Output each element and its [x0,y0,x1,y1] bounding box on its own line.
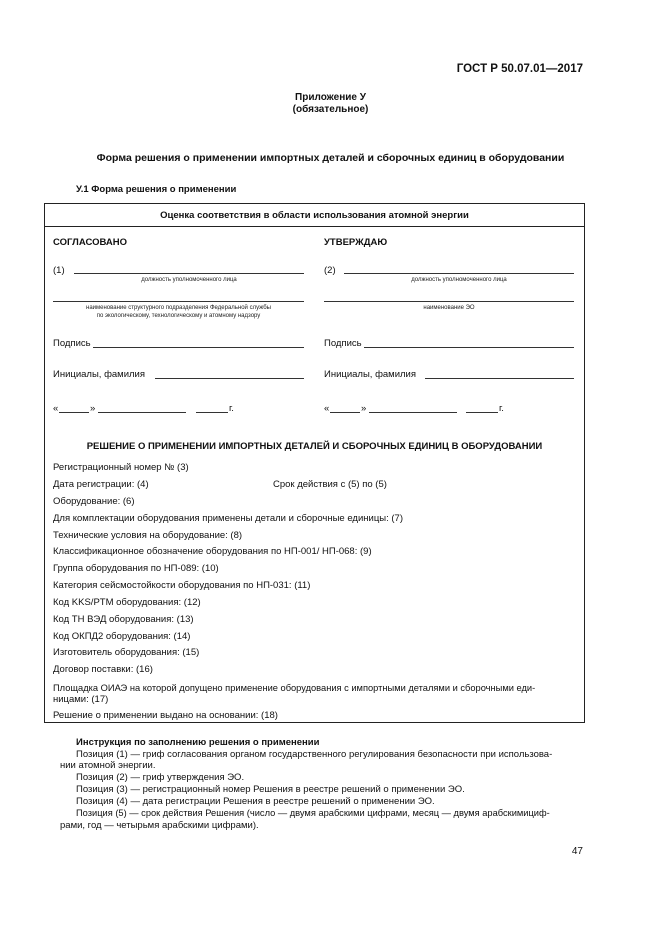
right-signature-line[interactable] [364,347,574,348]
field-site-line-2: ницами: (17) [53,694,109,705]
left-org-caption-2: по экологическому, технологическому и атомному надзору [96,313,261,319]
left-position-caption: должность уполномоченного лица [141,277,237,283]
field-contract: Договор поставки: (16) [53,664,153,675]
instructions-title: Инструкция по заполнению решения о применении [76,737,320,748]
field-basis: Решение о применении выдано на основании: (18) [53,710,278,721]
form-title: Форма решения о применении импортных деталей и сборочных единиц в оборудовании [96,152,565,164]
left-date-month-line[interactable] [98,412,186,413]
left-name-label: Инициалы, фамилия [53,369,145,380]
right-date-year-line[interactable] [466,412,498,413]
left-position-line[interactable] [74,273,304,274]
field-group: Группа оборудования по НП-089: (10) [53,563,219,574]
right-name-label: Инициалы, фамилия [324,369,416,380]
field-kks: Код KKS/PTM оборудования: (12) [53,597,201,608]
heading-separator [44,226,585,227]
instruction-3: Позиция (3) — регистрационный номер Решения в реестре решений о применении ЭО. [76,784,465,795]
field-equipment: Оборудование: (6) [53,496,135,507]
form-heading: Оценка соответствия в области использования атомной энергии [160,210,469,221]
left-signature-label: Подпись [53,338,91,349]
instruction-2: Позиция (2) — гриф утверждения ЭО. [76,772,245,783]
appendix-title: Приложение У [295,92,366,103]
field-reg-date: Дата регистрации: (4) [53,479,149,490]
left-name-line[interactable] [155,378,304,379]
section-title: У.1 Форма решения о применении [76,184,237,195]
right-position-line[interactable] [344,273,574,274]
field-seismic: Категория сейсмостойкости оборудования по НП-031: (11) [53,580,311,591]
page-number: 47 [571,846,583,857]
left-date-day-line[interactable] [59,412,89,413]
right-date-open-quote: « [324,403,330,414]
left-date-close-quote: » [90,403,96,414]
instruction-5-line-2: рами, год — четырьмя арабскими цифрами). [60,820,259,831]
field-tnved: Код ТН ВЭД оборудования: (13) [53,614,194,625]
field-okpd: Код ОКПД2 оборудования: (14) [53,631,191,642]
right-name-line[interactable] [425,378,574,379]
field-tech-conditions: Технические условия на оборудование: (8) [53,530,243,541]
field-reg-number: Регистрационный номер № (3) [53,462,189,473]
right-org-line[interactable] [324,301,574,302]
right-position-caption: должность уполномоченного лица [411,277,507,283]
appendix-subtitle: (обязательное) [292,104,369,115]
left-date-year-line[interactable] [196,412,228,413]
field-manufacturer: Изготовитель оборудования: (15) [53,647,200,658]
left-position-number: (1) [53,265,65,276]
left-signature-line[interactable] [93,347,304,348]
instruction-4: Позиция (4) — дата регистрации Решения в реестре решений о применении ЭО. [76,796,435,807]
instruction-1-line-1: Позиция (1) — гриф согласования органом государственного регулирования безопасности при использова- [76,749,553,760]
right-org-caption: наименование ЭО [423,305,475,311]
instruction-1-line-2: нии атомной энергии. [60,760,156,771]
left-org-line[interactable] [53,301,304,302]
left-date-open-quote: « [53,403,59,414]
decision-title: РЕШЕНИЕ О ПРИМЕНЕНИИ ИМПОРТНЫХ ДЕТАЛЕЙ И СБОРОЧНЫХ ЕДИНИЦ В ОБОРУДОВАНИИ [86,441,543,452]
left-org-caption-1: наименование структурного подразделения Федеральной службы [86,305,271,311]
right-date-month-line[interactable] [369,412,457,413]
right-date-year-suffix: г. [499,403,504,414]
instruction-5-line-1: Позиция (5) — срок действия Решения (число — двумя арабскими цифрами, месяц — двумя арабскимициф- [76,808,550,818]
right-date-close-quote: » [361,403,367,414]
document-code: ГОСТ Р 50.07.01—2017 [456,63,583,75]
right-signature-label: Подпись [324,338,362,349]
right-date-day-line[interactable] [330,412,360,413]
right-position-number: (2) [324,265,336,276]
field-validity: Срок действия с (5) по (5) [273,479,387,490]
left-date-year-suffix: г. [229,403,234,414]
field-components: Для комплектации оборудования применены детали и сборочные единицы: (7) [53,513,403,524]
field-site-line-1: Площадка ОИАЭ на которой допущено применение оборудования с импортными деталями и сборочными еди- [53,683,536,693]
approval-title-right: УТВЕРЖДАЮ [324,237,388,248]
field-classification: Классификационное обозначение оборудования по НП-001/ НП-068: (9) [53,546,372,557]
approval-title-left: СОГЛАСОВАНО [53,237,127,248]
